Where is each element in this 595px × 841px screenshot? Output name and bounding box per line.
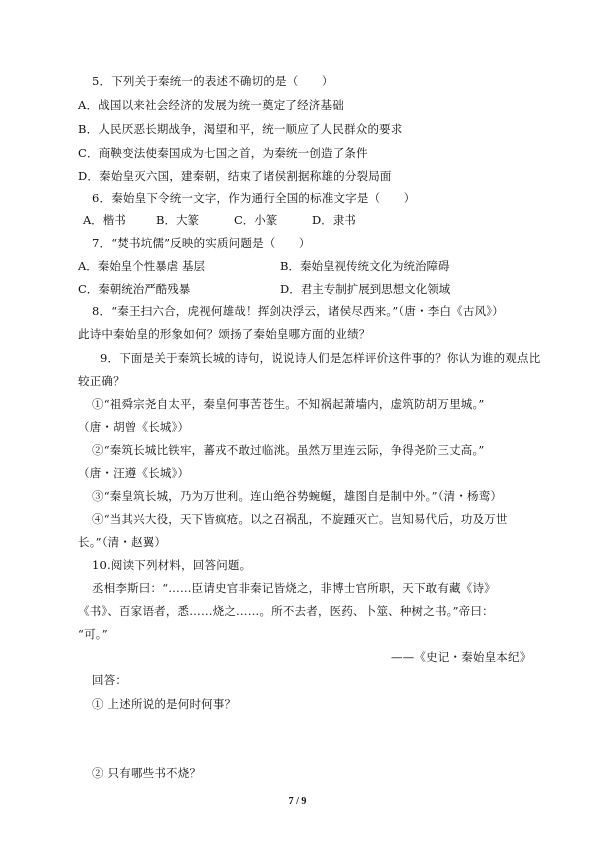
q6-option-d: D．隶书 (312, 213, 356, 227)
q6-stem: 6．秦始皇下令统一文字，作为通行全国的标准文字是（ ） (92, 191, 416, 205)
q5-option-d: D．秦始皇灭六国，建秦朝，结束了诸侯割据称雄的分裂局面 (78, 169, 392, 183)
q10-material-line-3: “可。” (78, 627, 108, 641)
q5-option-c: C．商鞅变法使秦国成为七国之首，为秦统一创造了条件 (78, 146, 368, 160)
q9-poem-4: ④“当其兴大役，天下皆疯疮。以之召祸乱，不旋踵灭亡。岂知易代后，功及万世 (92, 512, 508, 526)
q7-option-d: D．君主专制扩展到思想文化领域 (280, 282, 451, 296)
q9-poem-1: ①“祖舜宗尧自太平，秦皇何事苦苍生。不知祸起萧墙内，虚筑防胡万里城。” (92, 397, 485, 411)
q7-option-c: C．秦朝统治严酷残暴 (78, 282, 191, 296)
q6-option-c: C．小篆 (234, 213, 278, 227)
q10-material-line-1: 丞相李斯曰：“……臣请史官非秦记皆烧之，非博士官所职，天下敢有藏《诗》 (92, 581, 496, 595)
q7-option-b: B．秦始皇视传统文化为统治障碍 (280, 259, 450, 273)
q6-option-a: A．楷书 (83, 213, 126, 227)
q10-stem: 10.阅读下列材料，回答问题。 (92, 558, 252, 572)
q10-material-line-2: 《书》、百家语者，悉……烧之……。所不去者，医药、卜筮、种树之书。”帝曰： (78, 604, 494, 618)
q8-line-1: 8．“秦王扫六合，虎视何雄哉！挥剑决浮云，诸侯尽西来。”（唐・李白《古风》） (92, 304, 504, 318)
q5-option-b: B．人民厌恶长期战争，渴望和平，统一顺应了人民群众的要求 (78, 122, 403, 136)
q6-option-b: B．大篆 (156, 213, 199, 227)
q9-line-2: 较正确？ (78, 374, 125, 388)
q10-answer-label: 回答： (92, 673, 128, 687)
page-number: 7 / 9 (288, 796, 307, 807)
q9-poem-4-source: 长。”（清・赵翼） (78, 535, 167, 549)
q7-stem: 7．“焚书坑儒”反映的实质问题是（ ） (92, 236, 311, 250)
q9-poem-3: ③“秦皇筑长城，乃为万世利。连山绝谷势蜿蜒，雄图自是制中外。”（清・杨鸾） (92, 489, 503, 503)
q10-source: ——《史记・秦始皇本纪》 (391, 650, 532, 664)
q10-sub-question-2: ② 只有哪些书不烧？ (92, 766, 202, 780)
q9-line-1: 9．下面是关于秦筑长城的诗句，说说诗人们是怎样评价这件事的？你认为谁的观点比 (100, 351, 541, 365)
q7-option-a: A．秦始皇个性暴虐 基层 (78, 259, 205, 273)
q5-stem: 5．下列关于秦统一的表述不确切的是（ ） (92, 74, 334, 88)
q10-sub-question-1: ① 上述所说的是何时何事？ (92, 697, 237, 711)
q9-poem-1-source: （唐・胡曾《长城》） (78, 420, 190, 434)
q9-poem-2-source: （唐・汪遵《长城》） (78, 466, 190, 480)
q5-option-a: A．战国以来社会经济的发展为统一奠定了经济基础 (78, 98, 344, 112)
q8-line-2: 此诗中秦始皇的形象如何？颂扬了秦始皇哪方面的业绩？ (78, 327, 371, 341)
q9-poem-2: ②“秦筑长城比铁牢，蕃戎不敢过临洮。虽然万里连云际，争得尧阶三丈高。” (92, 443, 485, 457)
